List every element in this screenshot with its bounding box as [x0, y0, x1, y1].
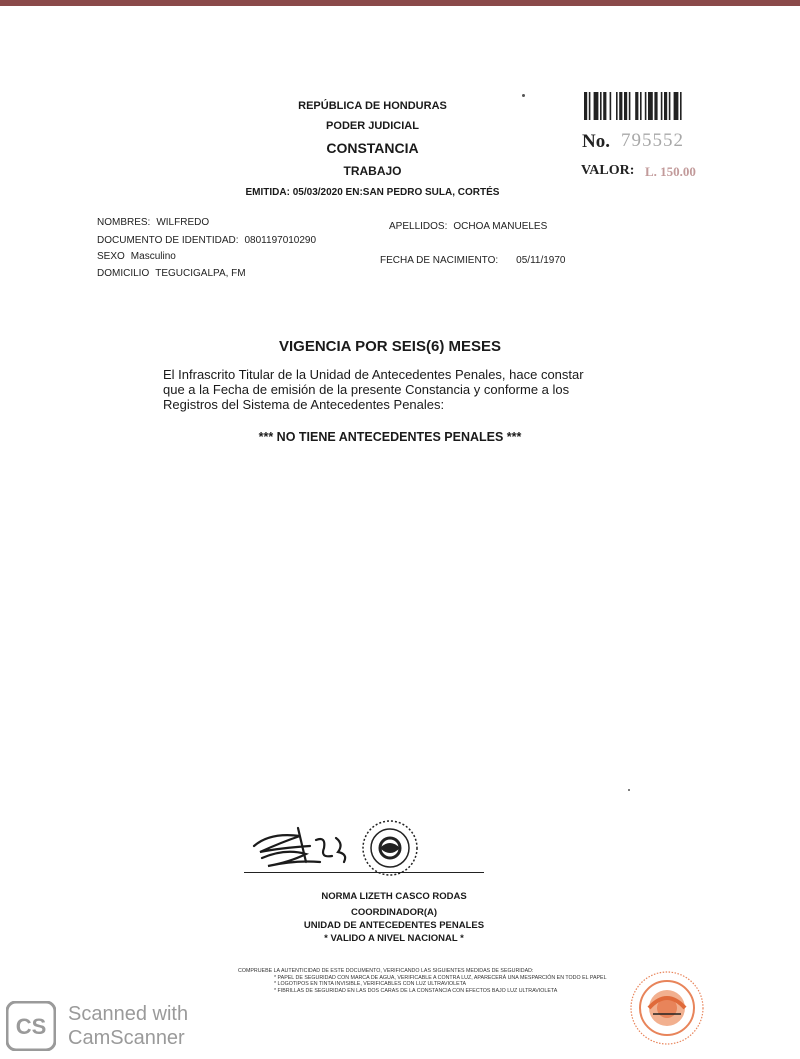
validity-note: * VALIDO A NIVEL NACIONAL *	[324, 933, 464, 944]
field-nombres	[97, 217, 209, 228]
document-title: CONSTANCIA	[326, 140, 419, 156]
field-fecha-nacimiento	[380, 255, 565, 266]
security-note-line: * LOGOTIPOS EN TINTA INVISIBLE, VERIFICABLES CON LUZ ULTRAVIOLETA	[274, 981, 467, 987]
header-branch: PODER JUDICIAL	[326, 120, 419, 132]
field-documento	[97, 235, 316, 246]
domicilio-label: DOMICILIO	[97, 268, 150, 279]
fecha-value: 05/11/1970	[516, 255, 566, 266]
nombres-label: NOMBRES:	[97, 217, 151, 228]
signer-unit: UNIDAD DE ANTECEDENTES PENALES	[303, 920, 485, 931]
watermark-line: CamScanner	[68, 1027, 185, 1049]
watermark-line: Scanned with	[68, 1003, 189, 1025]
security-note-line: COMPRUEBE LA AUTENTICIDAD DE ESTE DOCUMENTO, VERIFICANDO LAS SIGUIENTES MEDIDAS DE SEGURIDAD:	[238, 968, 534, 974]
paragraph-line: El Infrascrito Titular de la Unidad de Antecedentes Penales, hace constar	[163, 367, 584, 382]
valor-label: VALOR:	[581, 163, 635, 178]
apellidos-label: APELLIDOS:	[389, 221, 448, 232]
fecha-label: FECHA DE NACIMIENTO:	[380, 255, 499, 266]
issue-info: EMITIDA: 05/03/2020 EN:SAN PEDRO SULA, CORTÉS	[245, 187, 500, 198]
result-statement: *** NO TIENE ANTECEDENTES PENALES ***	[258, 430, 522, 444]
signature-line	[244, 872, 484, 873]
sexo-value: Masculino	[130, 251, 176, 262]
documento-value: 0801197010290	[244, 235, 317, 246]
signer-role: COORDINADOR(A)	[350, 907, 438, 918]
security-note-line: * PAPEL DE SEGURIDAD CON MARCA DE AGUA, VERIFICABLE A CONTRA LUZ, APARECERÁ UNA MESPARCIÓN EN TODO EL PAPEL	[274, 974, 607, 981]
svg-text:CS: CS	[15, 1014, 47, 1039]
field-apellidos	[389, 221, 547, 232]
scan-top-edge	[0, 0, 800, 6]
camscanner-watermark	[68, 1002, 188, 1050]
ink-speck	[628, 789, 630, 791]
serial-no-label: No.	[582, 131, 610, 152]
valor-value: L. 150.00	[645, 164, 696, 179]
serial-no-value: 795552	[621, 130, 684, 151]
certification-paragraph	[163, 367, 633, 412]
official-seal-icon	[627, 968, 707, 1048]
vigencia-heading: VIGENCIA POR SEIS(6) MESES	[279, 338, 501, 355]
field-sexo	[97, 251, 176, 262]
sexo-label: SEXO	[97, 251, 125, 262]
signer-name: NORMA LIZETH CASCO RODAS	[321, 891, 467, 902]
paragraph-line: que a la Fecha de emisión de la presente Constancia y conforme a los	[163, 382, 570, 397]
security-note-line: * FIBRILLAS DE SEGURIDAD EN LAS DOS CARAS DE LA CONSTANCIA CON EFECTOS BAJO LUZ ULTRAVIOLETA	[274, 987, 558, 994]
document-purpose: TRABAJO	[343, 164, 402, 178]
paragraph-line: Registros del Sistema de Antecedentes Penales:	[163, 397, 445, 412]
domicilio-value: TEGUCIGALPA, FM	[155, 268, 246, 279]
apellidos-value: OCHOA MANUELES	[453, 221, 548, 232]
barcode-icon	[584, 92, 716, 120]
field-domicilio	[97, 268, 246, 279]
documento-label: DOCUMENTO DE IDENTIDAD:	[97, 235, 239, 246]
security-notes	[238, 968, 658, 994]
nombres-value: WILFREDO	[156, 217, 210, 228]
header-republic: REPÚBLICA DE HONDURAS	[298, 100, 447, 112]
ink-speck	[522, 94, 525, 97]
camscanner-logo-icon	[6, 1001, 56, 1051]
